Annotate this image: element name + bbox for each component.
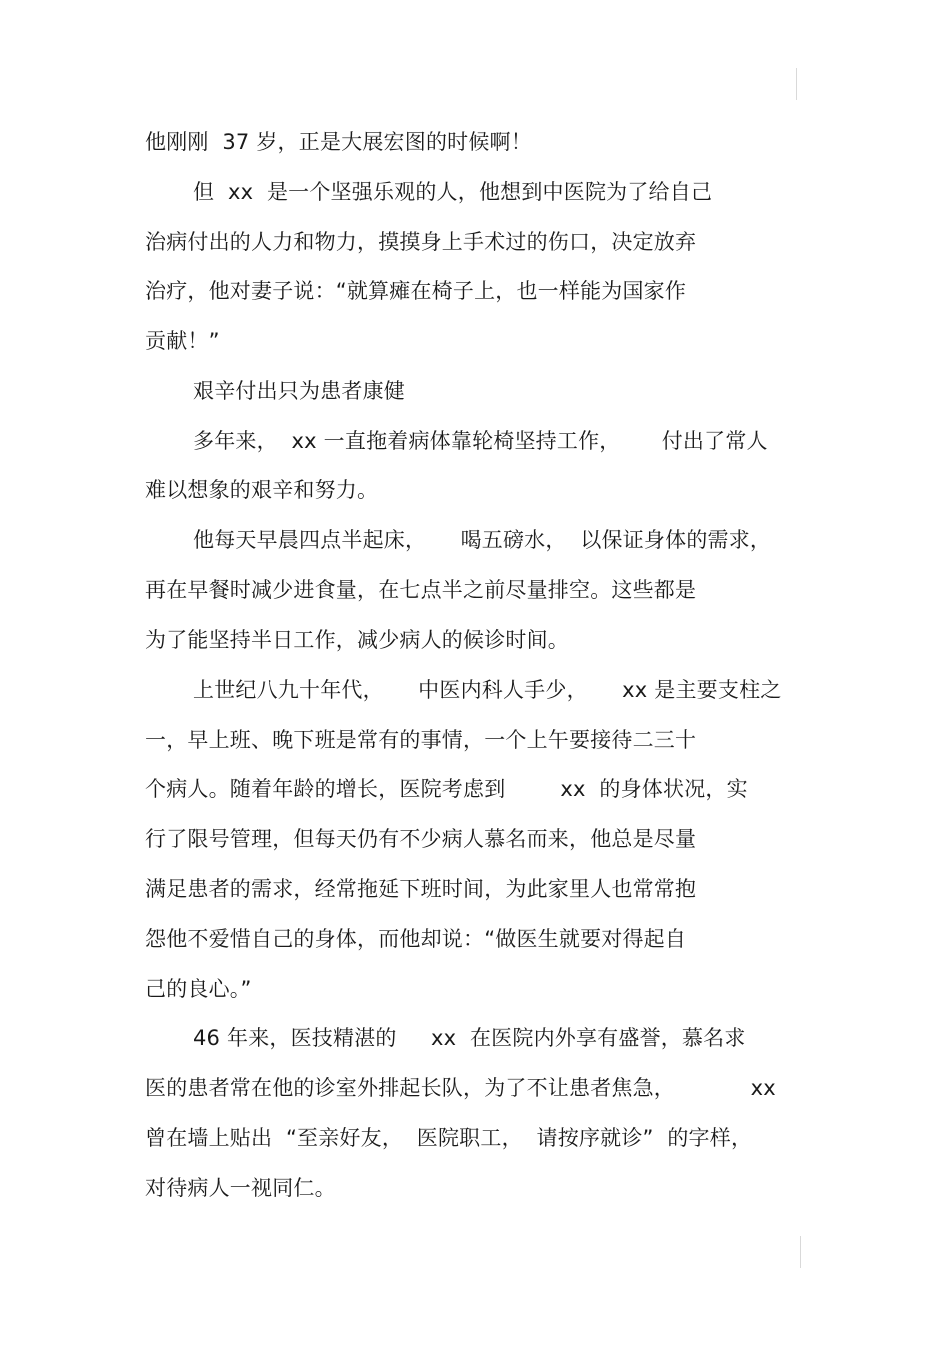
text-line: 多年来， xx 一直拖着病体靠轮椅坚持工作， 付出了常人 [193, 429, 768, 453]
section-heading: 艰辛付出只为患者康健 [193, 379, 405, 403]
text-line: 己的良心。” [145, 977, 252, 1001]
text-line: 一，早上班、晚下班是常有的事情，一个上午要接待二三十 [145, 728, 697, 752]
text-line: 满足患者的需求，经常拖延下班时间，为此家里人也常常抱 [145, 877, 697, 901]
text-line: 怨他不爱惜自己的身体，而他却说：“做医生就要对得起自 [145, 927, 687, 951]
text-line: 治疗，他对妻子说：“就算瘫在椅子上，也一样能为国家作 [145, 279, 687, 303]
text-line: 但 xx 是一个坚强乐观的人，他想到中医院为了给自己 [193, 180, 713, 204]
text-line: 上世纪八九十年代， 中医内科人手少， xx 是主要支柱之 [193, 678, 782, 702]
text-line: 医的患者常在他的诊室外排起长队，为了不让患者焦急， xx [145, 1076, 776, 1100]
bottom-right-margin-mark [800, 1236, 801, 1268]
text-line: 治病付出的人力和物力，摸摸身上手术过的伤口，决定放弃 [145, 230, 697, 254]
text-line: 对待病人一视同仁。 [145, 1176, 336, 1200]
text-line: 他刚刚 37 岁，正是大展宏图的时候啊！ [145, 130, 532, 154]
text-line: 行了限号管理，但每天仍有不少病人慕名而来，他总是尽量 [145, 827, 697, 851]
text-line: 贡献！” [145, 329, 220, 353]
text-line: 46 年来，医技精湛的 xx 在医院内外享有盛誉，慕名求 [193, 1026, 746, 1050]
text-line: 他每天早晨四点半起床， 喝五磅水， 以保证身体的需求， [193, 528, 772, 552]
text-line: 再在早餐时减少进食量，在七点半之前尽量排空。这些都是 [145, 578, 697, 602]
text-line: 难以想象的艰辛和努力。 [145, 478, 379, 502]
text-line: 曾在墙上贴出 “至亲好友， 医院职工， 请按序就诊” 的字样， [145, 1126, 753, 1150]
text-line: 个病人。随着年龄的增长，医院考虑到 xx 的身体状况，实 [145, 777, 748, 801]
top-right-margin-mark [796, 68, 797, 100]
text-line: 为了能坚持半日工作，减少病人的候诊时间。 [145, 628, 569, 652]
